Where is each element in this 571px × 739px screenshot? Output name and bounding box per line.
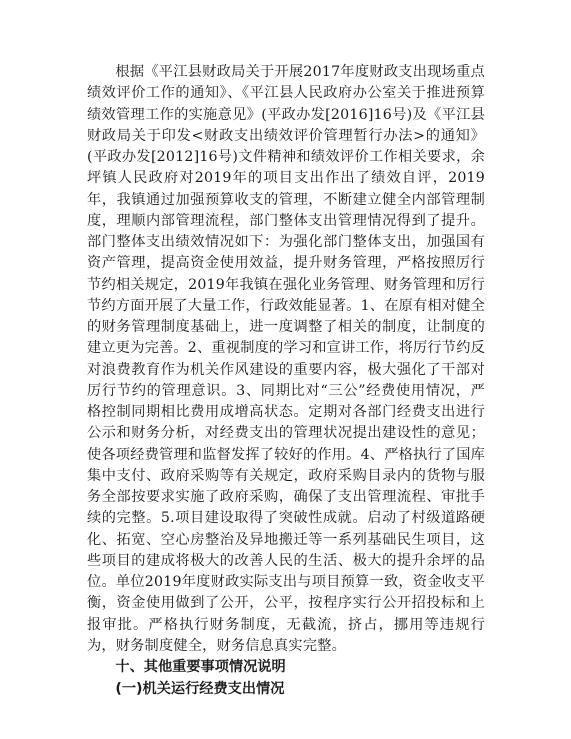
document-page [87, 62, 485, 701]
section-heading: 十、其他重要事项情况说明 [115, 659, 286, 675]
performance-evaluation-paragraph: 根据《平江县财政局关于开展2017年度财政支出现场重点绩效评价工作的通知》、《平江县人民政府办公室关于推进预算绩效管理工作的实施意见》(平政办发[2016]16号)及《平江县财政局关于印发<财政支出绩效评价管理暂行办法>的通知》(平政办发[2012]16号)文件精神和绩效评价工作相关要求，余坪镇人民政府对2019年的项目支出作出了绩效自评，2019年，我镇通过加强预算收支的管理，不断建立健全内部管理制度，理顺内部管理流程，部门整体支出管理情况得到了提升。部门整体支出绩效情况如下：为强化部门整体支出，加强国有资产管理，提高资金使用效益，提升财务管理，严格按照厉行节约相关规定，2019年我镇在强化业务管理、财务管理和厉行节约方面开展了大量工作，行政效能显著。1、在原有相对健全的财务管理制度基础上，进一度调整了相关的制度，让制度的建立更为完善。2、重视制度的学习和宣讲工作，将厉行节约反对浪费教育作为机关作风建设的重要内容，极大强化了干部对厉行节约的管理意识。3、同期比对“三公”经费使用情况，严格控制同期相比费用成增高状态。定期对各部门经费支出进行公示和财务分析，对经费支出的管理状况提出建设性的意见；使各项经费管理和监督发挥了较好的作用。4、严格执行了国库集中支付、政府采购等有关规定，政府采购目录内的货物与服务全部按要求实施了政府采购，确保了支出管理流程、审批手续的完整。5.项目建设取得了突破性成就。启动了村级道路硬化、拓宽、空心房整治及异地搬迁等一系列基础民生项目，这些项目的建成将极大的改善人民的生活、极大的提升余坪的品位。单位2019年度财政实际支出与项目预算一致，资金收支平衡，资金使用做到了公开，公平，按程序实行公开招投标和上报审批。严格执行财务制度，无截流，挤占，挪用等违规行为，财务制度健全，财务信息真实完整。 [87, 64, 485, 654]
subsection-heading: (一)机关运行经费支出情况 [115, 681, 285, 698]
